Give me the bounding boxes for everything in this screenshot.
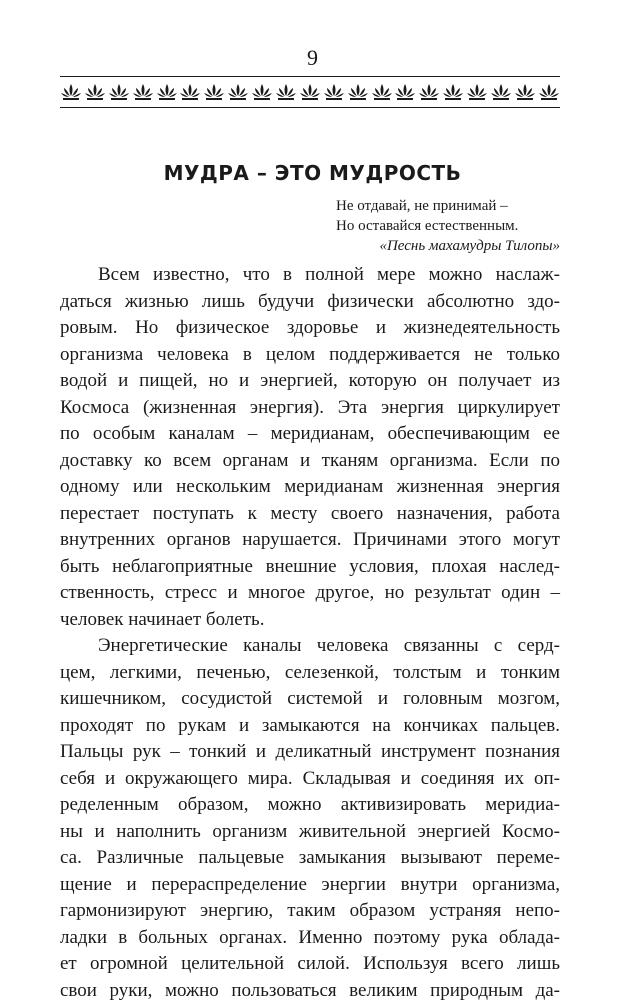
lotus-ornament-icon (394, 83, 416, 101)
lotus-ornament-icon (371, 83, 393, 101)
text-line: ределенным образом, можно активизировать меридиа- (60, 792, 560, 819)
text-line: водой и пищей, но и энергией, которую он получает из (60, 368, 560, 395)
epigraph-source: «Песнь махамудры Тилопы» (336, 236, 566, 256)
header-rule-bottom (60, 107, 560, 108)
lotus-ornament-icon (132, 83, 154, 101)
lotus-ornament-icon (108, 83, 130, 101)
text-line: проходят по рукам и замыкаются на кончиках пальцев. (60, 713, 560, 740)
text-line: перестает поступать к месту своего назначения, работа (60, 501, 560, 528)
text-line: организма человека в целом поддерживается не только (60, 342, 560, 369)
page-number: 9 (0, 44, 625, 72)
lotus-ornament-icon (514, 83, 536, 101)
text-line: щение и перераспределение энергии внутри организма, (60, 872, 560, 899)
epigraph-line: Но оставайся естественным. (336, 216, 566, 236)
lotus-ornament-icon (323, 83, 345, 101)
lotus-ornament-icon (203, 83, 225, 101)
text-line: по особым каналам – меридианам, обеспечивающим ее (60, 421, 560, 448)
ornament-band (60, 82, 560, 102)
lotus-ornament-icon (251, 83, 273, 101)
text-line: гармонизируют энергию, таким образом устраняя непо- (60, 898, 560, 925)
text-line: Пальцы рук – тонкий и деликатный инструмент познания (60, 739, 560, 766)
text-line: доставку ко всем органам и тканям организма. Если по (60, 448, 560, 475)
text-line: са. Различные пальцевые замыкания вызывают переме- (60, 845, 560, 872)
text-line: ственность, стресс и многое другое, но результат один – (60, 580, 560, 607)
text-line: кишечником, сосудистой системой и головным мозгом, (60, 686, 560, 713)
lotus-ornament-icon (275, 83, 297, 101)
lotus-ornament-icon (347, 83, 369, 101)
lotus-ornament-icon (227, 83, 249, 101)
text-line: себя и окружающего мира. Складывая и соединяя их оп- (60, 766, 560, 793)
lotus-ornament-icon (442, 83, 464, 101)
header-rule-top (60, 76, 560, 77)
text-line: внутренних органов нарушается. Причинами этого могут (60, 527, 560, 554)
chapter-title: МУДРА – ЭТО МУДРОСТЬ (0, 160, 625, 186)
lotus-ornament-icon (84, 83, 106, 101)
text-line: ладки в больных органах. Именно поэтому рука облада- (60, 925, 560, 952)
body-text (60, 262, 560, 1004)
epigraph (336, 196, 566, 256)
paragraph (60, 262, 560, 633)
paragraph (60, 633, 560, 1004)
lotus-ornament-icon (490, 83, 512, 101)
text-line: цем, легкими, печенью, селезенкой, толстым и тонким (60, 660, 560, 687)
text-line: быть неблагоприятные внешние условия, плохая наслед- (60, 554, 560, 581)
text-line: ровым. Но физическое здоровье и жизнедеятельность (60, 315, 560, 342)
text-line: ет огромной целительной силой. Используя всего лишь (60, 951, 560, 978)
lotus-ornament-icon (466, 83, 488, 101)
lotus-ornament-icon (60, 83, 82, 101)
lotus-ornament-icon (299, 83, 321, 101)
text-line: одному или нескольким меридианам жизненная энергия (60, 474, 560, 501)
text-line: Всем известно, что в полной мере можно наслаж- (60, 262, 560, 289)
text-line: Энергетические каналы человека связанны с серд- (60, 633, 560, 660)
lotus-ornament-icon (156, 83, 178, 101)
text-line: свои руки, можно пользоваться великим природным да- (60, 978, 560, 1004)
lotus-ornament-icon (179, 83, 201, 101)
text-line: человек начинает болеть. (60, 607, 560, 634)
text-line: Космоса (жизненная энергия). Эта энергия циркулирует (60, 395, 560, 422)
lotus-ornament-icon (538, 83, 560, 101)
text-line: даться жизнью лишь будучи физически абсолютно здо- (60, 289, 560, 316)
lotus-ornament-icon (418, 83, 440, 101)
text-line: ны и наполнить организм живительной энергией Космо- (60, 819, 560, 846)
epigraph-line: Не отдавай, не принимай – (336, 196, 566, 216)
